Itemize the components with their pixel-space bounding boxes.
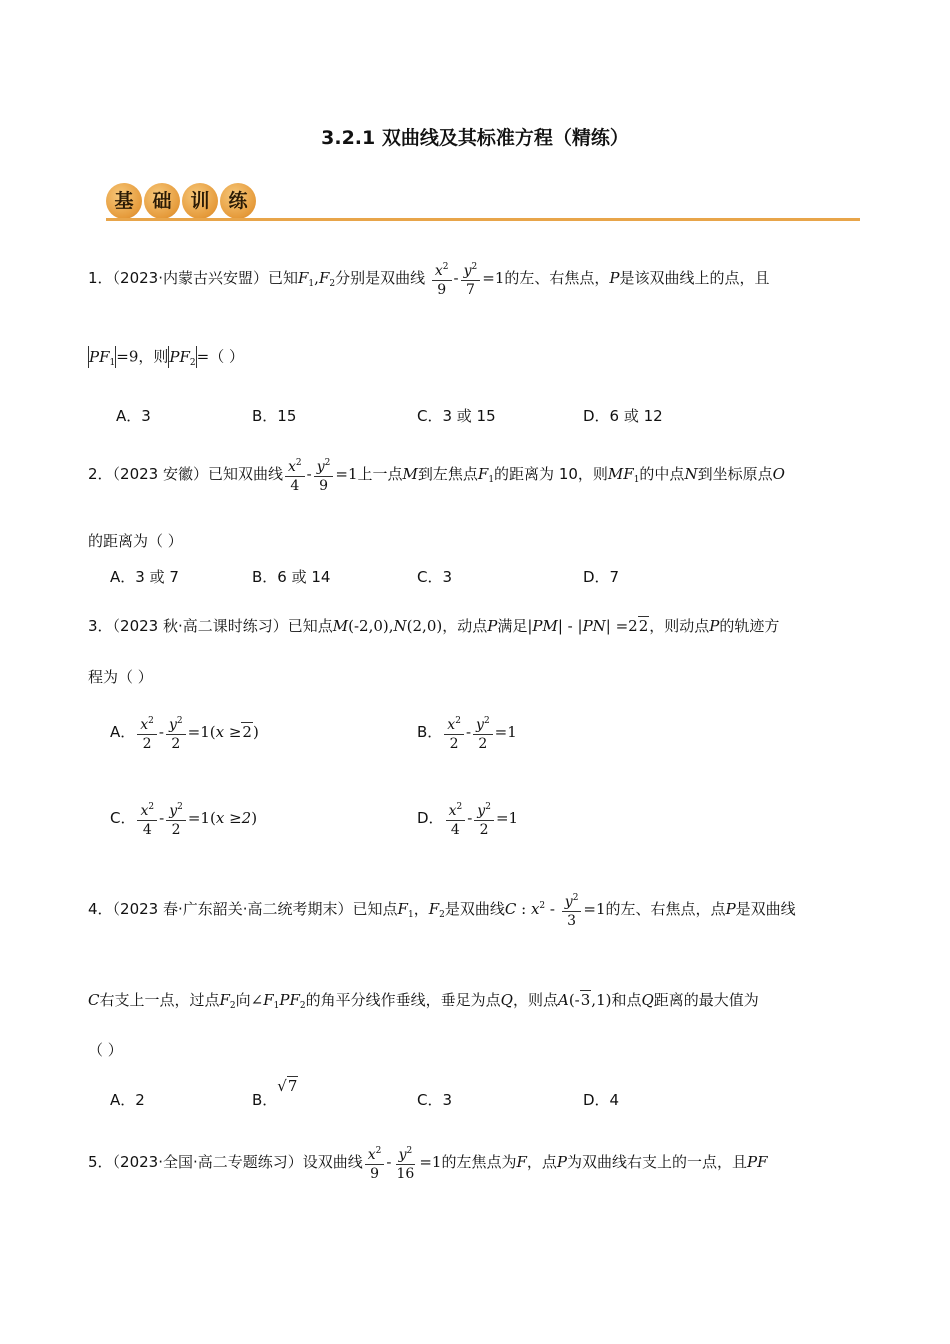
q2-option-d: D．7	[583, 568, 620, 586]
question-1-line-2: $PF_1=9$，则$PF_2=$（ ）	[89, 347, 244, 368]
q2-option-b: B．6 或 14	[252, 568, 331, 586]
question-4-line-1: 4．（2023 春·广东韶关·高二统考期末）已知点$F_1$，$F_2$是双曲线C : $x^2$ - $\frac{y^2}{3}$ =1的左、右焦点，点P是双曲线	[88, 889, 796, 930]
q4-option-c: C．3	[417, 1091, 453, 1109]
q4-option-a: A．2	[110, 1091, 145, 1109]
q2-option-a: A．3 或 7	[110, 568, 179, 586]
q3-option-c: C． $\frac{x^2}{4}$ - $\frac{y^2}{2}$ =1(x ≥2)	[110, 798, 257, 839]
section-char: 练	[220, 183, 256, 219]
question-3-line-2: 程为（ ）	[88, 668, 153, 686]
page-title: 3.2.1 双曲线及其标准方程（精练）	[321, 127, 629, 149]
section-char: 础	[144, 183, 180, 219]
q1-option-a: A．3	[116, 407, 151, 425]
q1-option-b: B．15	[252, 407, 297, 425]
q4-option-d: D．4	[583, 1091, 620, 1109]
question-2-line-2: 的距离为（ ）	[88, 532, 183, 550]
question-4-line-3: （ ）	[88, 1041, 123, 1059]
section-char: 训	[182, 183, 218, 219]
section-divider	[106, 218, 860, 221]
q3-option-b: B． $\frac{x^2}{2}$ - $\frac{y^2}{2}$ =1	[417, 712, 517, 753]
q3-option-d: D． $\frac{x^2}{4}$ - $\frac{y^2}{2}$ =1	[417, 798, 518, 839]
q4-option-b: B．√7	[252, 1077, 298, 1109]
q1-option-d: D．6 或 12	[583, 407, 663, 425]
question-5-line-1: 5．（2023·全国·高二专题练习）设双曲线 $\frac{x^2}{9}$ - $\frac{y^2}{16}$ =1的左焦点为F，点P为双曲线右支上的一点，且PF	[88, 1142, 768, 1183]
question-3-line-1: 3．（2023 秋·高二课时练习）已知点M(-2,0),N(2,0)，动点P满足|PM| - |PN| =22，则动点P的轨迹方	[88, 617, 780, 635]
section-char: 基	[106, 183, 142, 219]
q1-option-c: C．3 或 15	[417, 407, 496, 425]
q2-option-c: C．3	[417, 568, 453, 586]
question-1-line-1: 1．（2023·内蒙古兴安盟）已知$F_1,F_2$分别是双曲线 $\frac{x^2}{9}$ - $\frac{y^2}{7}$ =1的左、右焦点，P是该双曲线上的点，且	[88, 258, 770, 299]
q3-option-a: A． $\frac{x^2}{2}$ - $\frac{y^2}{2}$ =1(x ≥2)	[110, 712, 259, 753]
question-2-line-1: 2．（2023 安徽）已知双曲线 $\frac{x^2}{4}$ - $\frac{y^2}{9}$ =1上一点M到左焦点$F_1$的距离为 10，则$MF_1$的中点N到坐标原点O	[88, 454, 785, 495]
question-4-line-2: C右支上一点，过点$F_2$向$\angle F_1PF_2$的角平分线作垂线，垂足为点Q，则点A(-3,1)和点Q距离的最大值为	[88, 991, 759, 1011]
